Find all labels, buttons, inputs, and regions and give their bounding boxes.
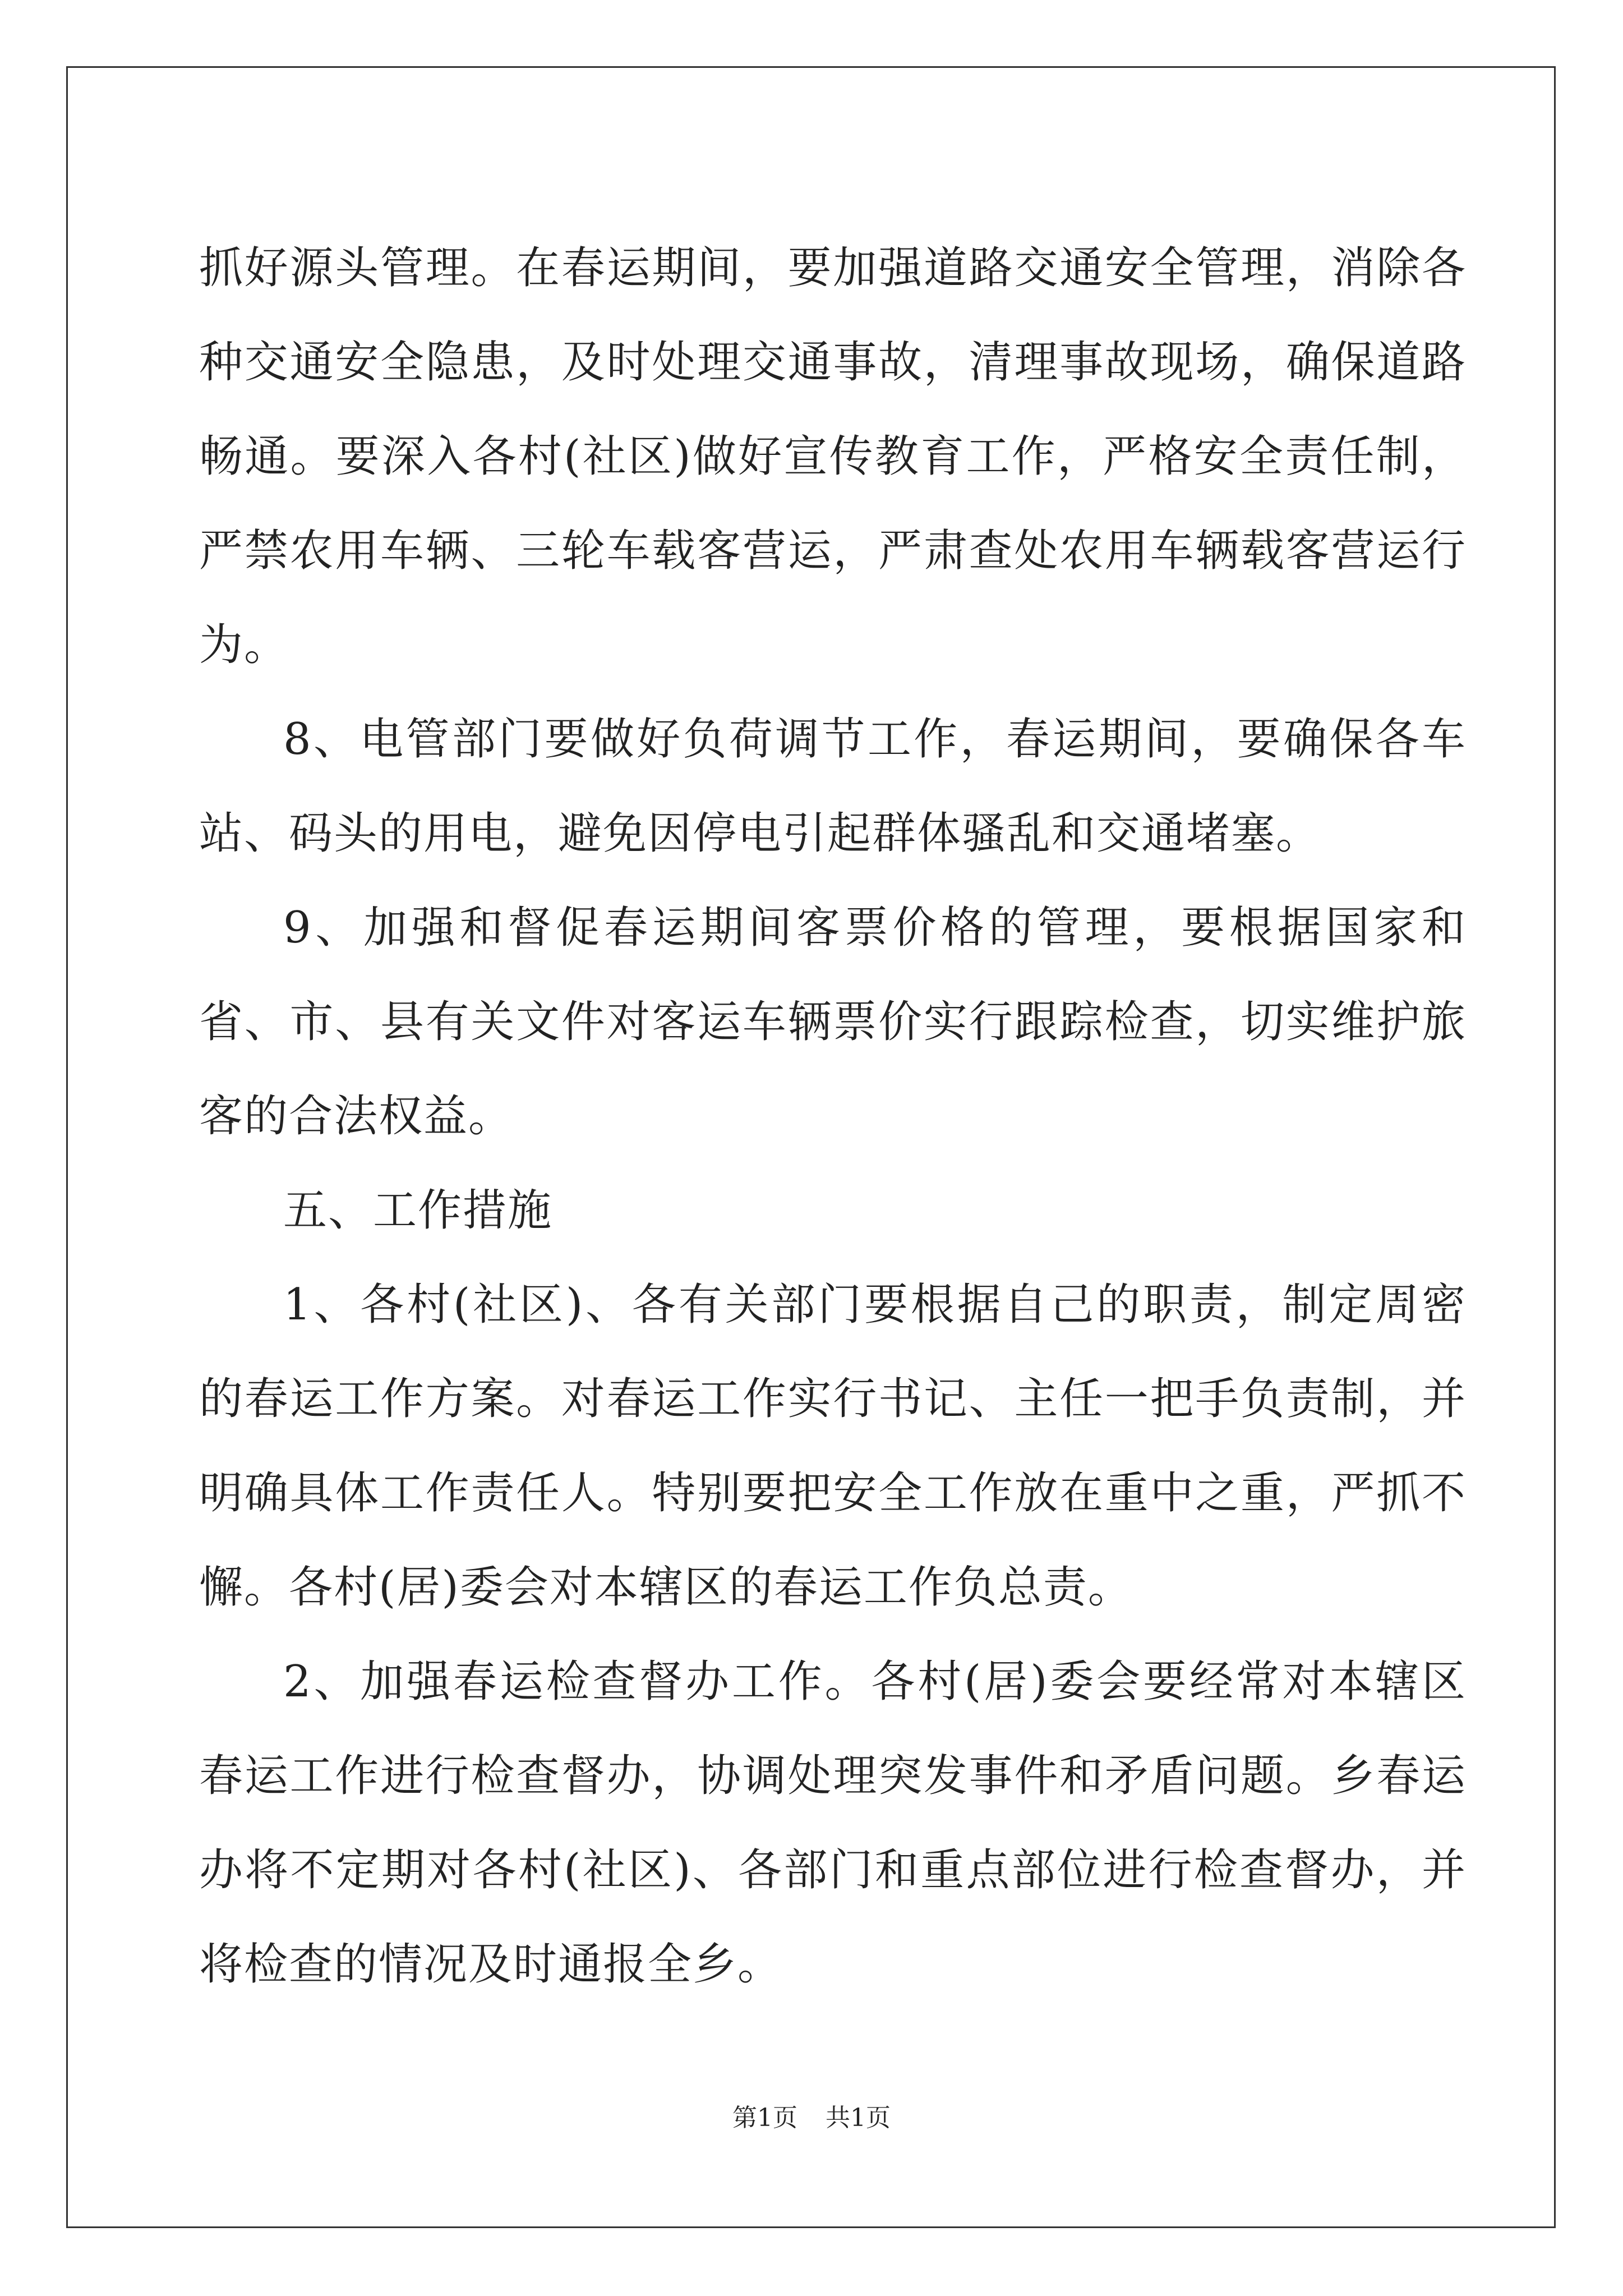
section-heading: 五、工作措施 <box>283 1185 553 1236</box>
paragraph-5: 2、加强春运检查督办工作。各村(居)委会要经常对本辖区春运工作进行检查督办，协调处理突发事件和矛盾问题。乡春运办将不定期对各村(社区)、各部门和重点部位进行检查督办，并将检查的情况及时通报全乡。 <box>199 1657 1467 1990</box>
paragraph-3: 9、加强和督促春运期间客票价格的管理，要根据国家和省、市、县有关文件对客运车辆票价实行跟踪检查，切实维护旅客的合法权益。 <box>199 903 1467 1142</box>
page-footer <box>0 2102 1623 2134</box>
document-body <box>199 221 1467 2012</box>
page-total: 共1页 <box>826 2104 891 2132</box>
paragraph-4: 1、各村(社区)、各有关部门要根据自己的职责，制定周密的春运工作方案。对春运工作实行书记、主任一把手负责制，并明确具体工作责任人。特别要把安全工作放在重中之重，严抓不懈。各村(居)委会对本辖区的春运工作负总责。 <box>199 1280 1467 1613</box>
page-number: 第1页 <box>732 2104 797 2132</box>
paragraph-2: 8、电管部门要做好负荷调节工作，春运期间，要确保各车站、码头的用电，避免因停电引起群体骚乱和交通堵塞。 <box>199 714 1467 859</box>
paragraph-1: 抓好源头管理。在春运期间，要加强道路交通安全管理，消除各种交通安全隐患，及时处理交通事故，清理事故现场，确保道路畅通。要深入各村(社区)做好宣传教育工作，严格安全责任制，严禁农用车辆、三轮车载客营运，严肃查处农用车辆载客营运行为。 <box>199 243 1467 670</box>
